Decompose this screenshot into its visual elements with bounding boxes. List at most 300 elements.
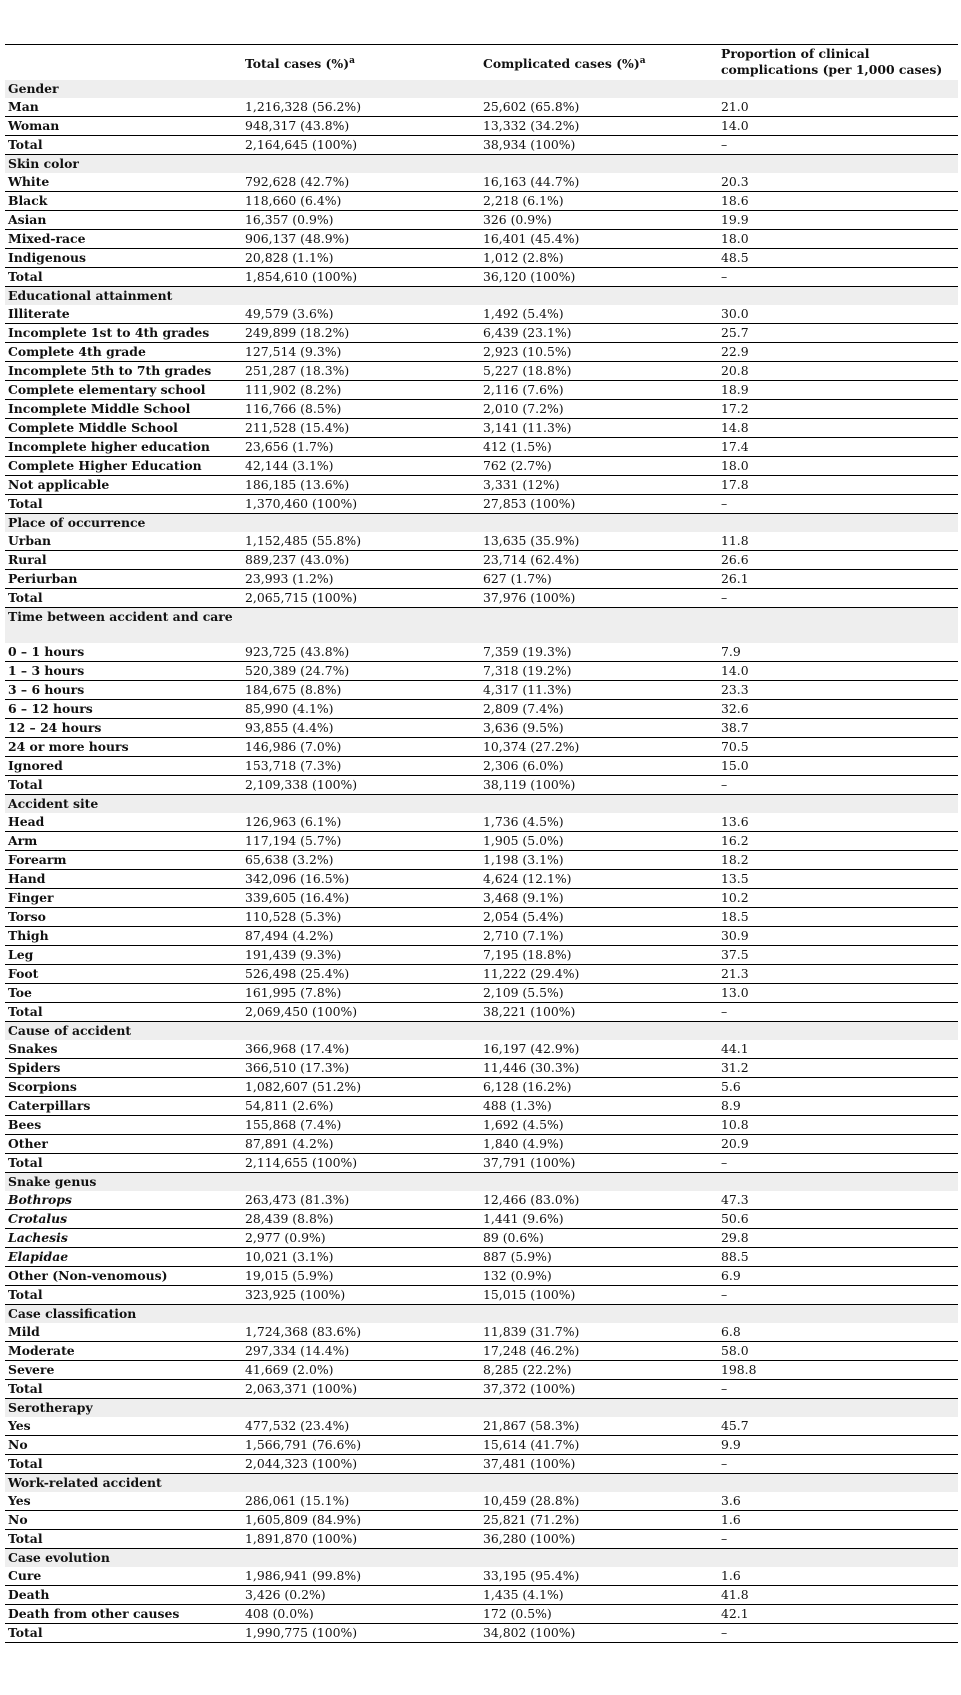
section-blank-cell: [242, 1548, 480, 1567]
row-label: Complete Higher Education: [5, 456, 242, 475]
table-row: [5, 1510, 958, 1529]
complicated-cases-cell: 10,374 (27.2%): [480, 737, 718, 756]
section-header-row: [5, 794, 958, 813]
proportion-cell: 18.6: [718, 191, 958, 210]
total-cases-cell: 923,725 (43.8%): [242, 643, 480, 662]
total-cases-cell: 1,566,791 (76.6%): [242, 1435, 480, 1454]
table-row: [5, 1492, 958, 1511]
proportion-cell: 20.8: [718, 361, 958, 380]
total-cases-cell: 251,287 (18.3%): [242, 361, 480, 380]
table-row: [5, 532, 958, 551]
total-row: [5, 1379, 958, 1398]
complicated-cases-cell: 38,119 (100%): [480, 775, 718, 794]
proportion-cell: 18.9: [718, 380, 958, 399]
proportion-cell: –: [718, 135, 958, 154]
row-label: Ignored: [5, 756, 242, 775]
proportion-cell: 1.6: [718, 1567, 958, 1586]
complicated-cases-cell: 1,736 (4.5%): [480, 813, 718, 832]
section-title: Work-related accident: [5, 1473, 242, 1492]
total-cases-cell: 2,069,450 (100%): [242, 1002, 480, 1021]
proportion-cell: 18.0: [718, 229, 958, 248]
section-blank-cell: [480, 1548, 718, 1567]
section-header-row: [5, 154, 958, 173]
row-label: Snakes: [5, 1040, 242, 1059]
section-header-row: [5, 513, 958, 532]
total-cases-cell: 366,510 (17.3%): [242, 1058, 480, 1077]
row-label: Total: [5, 267, 242, 286]
total-cases-cell: 2,044,323 (100%): [242, 1454, 480, 1473]
row-label: Death from other causes: [5, 1604, 242, 1623]
row-label: 3 – 6 hours: [5, 680, 242, 699]
section-title: Serotherapy: [5, 1398, 242, 1417]
row-label: Total: [5, 1379, 242, 1398]
total-cases-cell: 118,660 (6.4%): [242, 191, 480, 210]
row-label: 12 – 24 hours: [5, 718, 242, 737]
section-header-row: [5, 607, 958, 643]
table-row: [5, 945, 958, 964]
total-cases-cell: 3,426 (0.2%): [242, 1585, 480, 1604]
table-row: [5, 869, 958, 888]
total-cases-cell: 20,828 (1.1%): [242, 248, 480, 267]
section-blank-cell: [718, 1304, 958, 1323]
table-row: [5, 342, 958, 361]
total-cases-cell: 127,514 (9.3%): [242, 342, 480, 361]
header-complicated-cases: [480, 45, 718, 80]
header-total-cases: [242, 45, 480, 80]
complicated-cases-cell: 17,248 (46.2%): [480, 1341, 718, 1360]
table-row: [5, 1567, 958, 1586]
table-row: [5, 550, 958, 569]
total-cases-cell: 948,317 (43.8%): [242, 116, 480, 135]
header-complicated-cases-label: Complicated cases (%): [483, 55, 640, 71]
total-cases-cell: 249,899 (18.2%): [242, 323, 480, 342]
complicated-cases-cell: 16,401 (45.4%): [480, 229, 718, 248]
table-row: [5, 1134, 958, 1153]
total-cases-cell: 408 (0.0%): [242, 1604, 480, 1623]
table-row: [5, 475, 958, 494]
total-cases-cell: 19,015 (5.9%): [242, 1266, 480, 1285]
section-title: Educational attainment: [5, 286, 242, 305]
total-cases-cell: 23,656 (1.7%): [242, 437, 480, 456]
proportion-cell: 17.4: [718, 437, 958, 456]
proportion-cell: 31.2: [718, 1058, 958, 1077]
complicated-cases-cell: 3,141 (11.3%): [480, 418, 718, 437]
row-label: Death: [5, 1585, 242, 1604]
row-label: Crotalus: [5, 1209, 242, 1228]
row-label: Complete elementary school: [5, 380, 242, 399]
complicated-cases-cell: 1,840 (4.9%): [480, 1134, 718, 1153]
proportion-cell: 30.9: [718, 926, 958, 945]
section-blank-cell: [718, 1398, 958, 1417]
section-header-row: [5, 1473, 958, 1492]
table-row: [5, 1604, 958, 1623]
complicated-cases-cell: 6,128 (16.2%): [480, 1077, 718, 1096]
table-row: [5, 718, 958, 737]
complicated-cases-cell: 1,692 (4.5%): [480, 1115, 718, 1134]
table-row: [5, 756, 958, 775]
complicated-cases-cell: 13,635 (35.9%): [480, 532, 718, 551]
complicated-cases-cell: 412 (1.5%): [480, 437, 718, 456]
complicated-cases-cell: 132 (0.9%): [480, 1266, 718, 1285]
total-cases-cell: 16,357 (0.9%): [242, 210, 480, 229]
complicated-cases-cell: 21,867 (58.3%): [480, 1417, 718, 1436]
complicated-cases-cell: 16,163 (44.7%): [480, 173, 718, 192]
total-row: [5, 1002, 958, 1021]
proportion-cell: 9.9: [718, 1435, 958, 1454]
table-row: [5, 813, 958, 832]
row-label: No: [5, 1435, 242, 1454]
section-blank-cell: [480, 154, 718, 173]
complicated-cases-cell: 2,710 (7.1%): [480, 926, 718, 945]
proportion-cell: 10.2: [718, 888, 958, 907]
complicated-cases-cell: 2,010 (7.2%): [480, 399, 718, 418]
proportion-cell: 29.8: [718, 1228, 958, 1247]
complicated-cases-cell: 10,459 (28.8%): [480, 1492, 718, 1511]
table-row: [5, 1077, 958, 1096]
complicated-cases-cell: 11,839 (31.7%): [480, 1323, 718, 1342]
row-label: Mixed-race: [5, 229, 242, 248]
section-title: Snake genus: [5, 1172, 242, 1191]
proportion-cell: 1.6: [718, 1510, 958, 1529]
section-blank-cell: [480, 1304, 718, 1323]
complicated-cases-cell: 13,332 (34.2%): [480, 116, 718, 135]
section-blank-cell: [718, 1172, 958, 1191]
row-label: Total: [5, 135, 242, 154]
row-label: Hand: [5, 869, 242, 888]
table-row: [5, 210, 958, 229]
row-label: Mild: [5, 1323, 242, 1342]
complicated-cases-cell: 36,120 (100%): [480, 267, 718, 286]
table-row: [5, 399, 958, 418]
proportion-cell: 11.8: [718, 532, 958, 551]
total-cases-cell: 85,990 (4.1%): [242, 699, 480, 718]
total-cases-cell: 1,724,368 (83.6%): [242, 1323, 480, 1342]
proportion-cell: 50.6: [718, 1209, 958, 1228]
table-row: [5, 643, 958, 662]
row-label: Yes: [5, 1417, 242, 1436]
table-row: [5, 907, 958, 926]
total-cases-cell: 520,389 (24.7%): [242, 661, 480, 680]
row-label: Yes: [5, 1492, 242, 1511]
table-row: [5, 229, 958, 248]
complicated-cases-cell: 11,222 (29.4%): [480, 964, 718, 983]
table-row: [5, 888, 958, 907]
total-cases-cell: 792,628 (42.7%): [242, 173, 480, 192]
table-row: [5, 323, 958, 342]
proportion-cell: 32.6: [718, 699, 958, 718]
total-cases-cell: 263,473 (81.3%): [242, 1191, 480, 1210]
total-cases-cell: 1,854,610 (100%): [242, 267, 480, 286]
row-label: Total: [5, 1285, 242, 1304]
row-label: Indigenous: [5, 248, 242, 267]
table-row: [5, 361, 958, 380]
table-row: [5, 1341, 958, 1360]
row-label: White: [5, 173, 242, 192]
row-label: Complete Middle School: [5, 418, 242, 437]
row-label: Total: [5, 588, 242, 607]
table-row: [5, 680, 958, 699]
total-cases-cell: 477,532 (23.4%): [242, 1417, 480, 1436]
row-label: Forearm: [5, 850, 242, 869]
table-body: [5, 80, 958, 1643]
total-cases-cell: 191,439 (9.3%): [242, 945, 480, 964]
section-title: Gender: [5, 80, 242, 98]
section-blank-cell: [480, 1398, 718, 1417]
complicated-cases-cell: 7,195 (18.8%): [480, 945, 718, 964]
section-blank-cell: [718, 607, 958, 643]
total-row: [5, 775, 958, 794]
table-row: [5, 1040, 958, 1059]
proportion-cell: –: [718, 494, 958, 513]
row-label: Other: [5, 1134, 242, 1153]
total-cases-cell: 339,605 (16.4%): [242, 888, 480, 907]
total-cases-cell: 323,925 (100%): [242, 1285, 480, 1304]
proportion-cell: 19.9: [718, 210, 958, 229]
complicated-cases-cell: 38,934 (100%): [480, 135, 718, 154]
table-row: [5, 699, 958, 718]
row-label: Finger: [5, 888, 242, 907]
table-row: [5, 1585, 958, 1604]
section-blank-cell: [242, 286, 480, 305]
table-row: [5, 173, 958, 192]
row-label: Thigh: [5, 926, 242, 945]
row-label: Incomplete 5th to 7th grades: [5, 361, 242, 380]
total-cases-cell: 65,638 (3.2%): [242, 850, 480, 869]
row-label: Total: [5, 1153, 242, 1172]
row-label: Incomplete 1st to 4th grades: [5, 323, 242, 342]
complicated-cases-cell: 3,331 (12%): [480, 475, 718, 494]
row-label: Incomplete Middle School: [5, 399, 242, 418]
complicated-cases-cell: 4,317 (11.3%): [480, 680, 718, 699]
proportion-cell: –: [718, 1529, 958, 1548]
table-row: [5, 737, 958, 756]
proportion-cell: 7.9: [718, 643, 958, 662]
proportion-cell: –: [718, 1623, 958, 1642]
row-label: Lachesis: [5, 1228, 242, 1247]
table-row: [5, 964, 958, 983]
proportion-cell: 22.9: [718, 342, 958, 361]
row-label: Rural: [5, 550, 242, 569]
proportion-cell: 42.1: [718, 1604, 958, 1623]
row-label: Woman: [5, 116, 242, 135]
section-header-row: [5, 80, 958, 98]
complicated-cases-cell: 16,197 (42.9%): [480, 1040, 718, 1059]
section-blank-cell: [242, 1172, 480, 1191]
row-label: Bothrops: [5, 1191, 242, 1210]
complicated-cases-cell: 34,802 (100%): [480, 1623, 718, 1642]
complicated-cases-cell: 8,285 (22.2%): [480, 1360, 718, 1379]
table-row: [5, 850, 958, 869]
section-header-row: [5, 1548, 958, 1567]
section-blank-cell: [242, 154, 480, 173]
section-title: Cause of accident: [5, 1021, 242, 1040]
section-blank-cell: [242, 1304, 480, 1323]
section-blank-cell: [718, 1021, 958, 1040]
proportion-cell: –: [718, 1002, 958, 1021]
section-blank-cell: [718, 794, 958, 813]
total-cases-cell: 211,528 (15.4%): [242, 418, 480, 437]
total-cases-cell: 297,334 (14.4%): [242, 1341, 480, 1360]
proportion-cell: –: [718, 1153, 958, 1172]
total-cases-cell: 42,144 (3.1%): [242, 456, 480, 475]
proportion-cell: 5.6: [718, 1077, 958, 1096]
section-header-row: [5, 1021, 958, 1040]
total-cases-cell: 2,109,338 (100%): [242, 775, 480, 794]
section-blank-cell: [480, 1021, 718, 1040]
complicated-cases-cell: 37,976 (100%): [480, 588, 718, 607]
proportion-cell: 6.9: [718, 1266, 958, 1285]
proportion-cell: –: [718, 267, 958, 286]
statistics-table: [5, 44, 958, 1643]
row-label: Foot: [5, 964, 242, 983]
total-cases-cell: 2,977 (0.9%): [242, 1228, 480, 1247]
table-row: [5, 380, 958, 399]
total-cases-cell: 54,811 (2.6%): [242, 1096, 480, 1115]
total-cases-cell: 116,766 (8.5%): [242, 399, 480, 418]
complicated-cases-cell: 5,227 (18.8%): [480, 361, 718, 380]
complicated-cases-cell: 25,821 (71.2%): [480, 1510, 718, 1529]
total-cases-cell: 184,675 (8.8%): [242, 680, 480, 699]
table-row: [5, 661, 958, 680]
proportion-cell: 14.0: [718, 116, 958, 135]
row-label: Head: [5, 813, 242, 832]
table-row: [5, 98, 958, 117]
complicated-cases-cell: 887 (5.9%): [480, 1247, 718, 1266]
proportion-cell: 18.5: [718, 907, 958, 926]
table-row: [5, 305, 958, 324]
section-blank-cell: [480, 513, 718, 532]
total-row: [5, 1623, 958, 1642]
total-cases-cell: 87,494 (4.2%): [242, 926, 480, 945]
proportion-cell: 15.0: [718, 756, 958, 775]
table-row: [5, 437, 958, 456]
row-label: Severe: [5, 1360, 242, 1379]
proportion-cell: –: [718, 775, 958, 794]
total-cases-cell: 1,152,485 (55.8%): [242, 532, 480, 551]
proportion-cell: 18.0: [718, 456, 958, 475]
total-cases-cell: 49,579 (3.6%): [242, 305, 480, 324]
proportion-cell: 14.0: [718, 661, 958, 680]
proportion-cell: 88.5: [718, 1247, 958, 1266]
complicated-cases-cell: 37,372 (100%): [480, 1379, 718, 1398]
complicated-cases-cell: 37,481 (100%): [480, 1454, 718, 1473]
table-row: [5, 191, 958, 210]
table-row: [5, 926, 958, 945]
section-blank-cell: [242, 1398, 480, 1417]
total-cases-cell: 10,021 (3.1%): [242, 1247, 480, 1266]
total-cases-cell: 117,194 (5.7%): [242, 831, 480, 850]
section-blank-cell: [242, 80, 480, 98]
table-row: [5, 1228, 958, 1247]
total-cases-cell: 23,993 (1.2%): [242, 569, 480, 588]
row-label: Caterpillars: [5, 1096, 242, 1115]
section-blank-cell: [242, 1021, 480, 1040]
total-cases-cell: 526,498 (25.4%): [242, 964, 480, 983]
total-cases-cell: 906,137 (48.9%): [242, 229, 480, 248]
proportion-cell: 23.3: [718, 680, 958, 699]
row-label: Asian: [5, 210, 242, 229]
table-row: [5, 831, 958, 850]
proportion-cell: 26.6: [718, 550, 958, 569]
total-cases-cell: 342,096 (16.5%): [242, 869, 480, 888]
proportion-cell: –: [718, 1379, 958, 1398]
complicated-cases-cell: 23,714 (62.4%): [480, 550, 718, 569]
complicated-cases-cell: 488 (1.3%): [480, 1096, 718, 1115]
total-cases-cell: 153,718 (7.3%): [242, 756, 480, 775]
complicated-cases-cell: 326 (0.9%): [480, 210, 718, 229]
complicated-cases-cell: 627 (1.7%): [480, 569, 718, 588]
proportion-cell: 70.5: [718, 737, 958, 756]
proportion-cell: 6.8: [718, 1323, 958, 1342]
section-blank-cell: [718, 1473, 958, 1492]
table-row: [5, 1435, 958, 1454]
proportion-cell: 3.6: [718, 1492, 958, 1511]
total-cases-cell: 146,986 (7.0%): [242, 737, 480, 756]
section-blank-cell: [480, 607, 718, 643]
complicated-cases-cell: 15,614 (41.7%): [480, 1435, 718, 1454]
proportion-cell: 10.8: [718, 1115, 958, 1134]
row-label: Incomplete higher education: [5, 437, 242, 456]
table-header: [5, 45, 958, 80]
section-header-row: [5, 1398, 958, 1417]
total-row: [5, 1285, 958, 1304]
complicated-cases-cell: 3,636 (9.5%): [480, 718, 718, 737]
table-row: [5, 1058, 958, 1077]
row-label: Total: [5, 775, 242, 794]
row-label: 0 – 1 hours: [5, 643, 242, 662]
table-row: [5, 1115, 958, 1134]
total-cases-cell: 161,995 (7.8%): [242, 983, 480, 1002]
complicated-cases-cell: 3,468 (9.1%): [480, 888, 718, 907]
complicated-cases-cell: 1,905 (5.0%): [480, 831, 718, 850]
section-blank-cell: [718, 154, 958, 173]
row-label: Periurban: [5, 569, 242, 588]
row-label: Torso: [5, 907, 242, 926]
complicated-cases-cell: 6,439 (23.1%): [480, 323, 718, 342]
proportion-cell: 16.2: [718, 831, 958, 850]
table-row: [5, 456, 958, 475]
total-cases-cell: 93,855 (4.4%): [242, 718, 480, 737]
section-header-row: [5, 286, 958, 305]
section-blank-cell: [718, 1548, 958, 1567]
total-cases-cell: 889,237 (43.0%): [242, 550, 480, 569]
complicated-cases-cell: 36,280 (100%): [480, 1529, 718, 1548]
total-cases-cell: 2,114,655 (100%): [242, 1153, 480, 1172]
section-blank-cell: [480, 794, 718, 813]
total-row: [5, 494, 958, 513]
row-label: Scorpions: [5, 1077, 242, 1096]
total-cases-cell: 2,065,715 (100%): [242, 588, 480, 607]
row-label: Total: [5, 1002, 242, 1021]
table-row: [5, 1191, 958, 1210]
section-blank-cell: [242, 513, 480, 532]
total-cases-cell: 1,082,607 (51.2%): [242, 1077, 480, 1096]
proportion-cell: 13.5: [718, 869, 958, 888]
table-row: [5, 1209, 958, 1228]
section-blank-cell: [242, 1473, 480, 1492]
section-header-row: [5, 1304, 958, 1323]
table-row: [5, 248, 958, 267]
section-title: Skin color: [5, 154, 242, 173]
complicated-cases-cell: 2,923 (10.5%): [480, 342, 718, 361]
proportion-cell: 44.1: [718, 1040, 958, 1059]
header-row: [5, 45, 958, 80]
row-label: Toe: [5, 983, 242, 1002]
proportion-cell: 58.0: [718, 1341, 958, 1360]
proportion-cell: 17.2: [718, 399, 958, 418]
row-label: Bees: [5, 1115, 242, 1134]
table-row: [5, 983, 958, 1002]
